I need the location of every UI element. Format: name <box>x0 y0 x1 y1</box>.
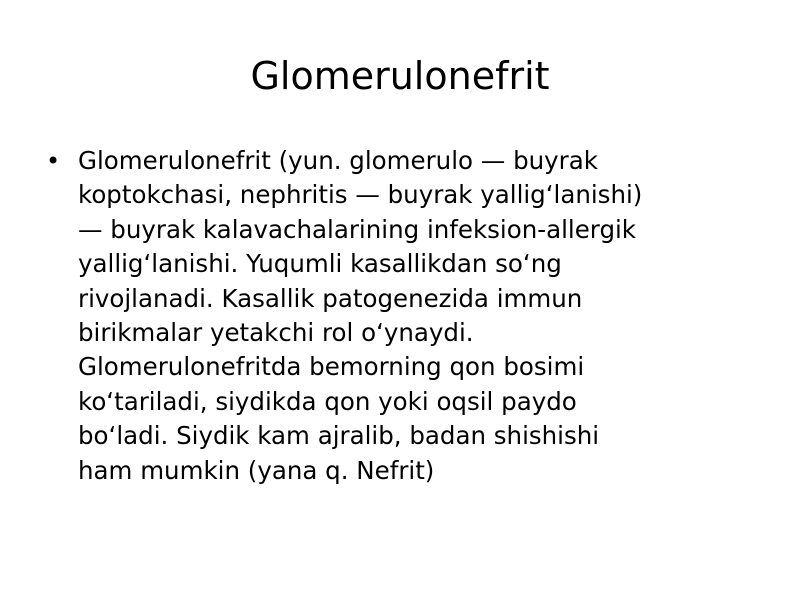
bullet-text: Glomerulonefrit (yun. glomerulo — buyrak koptokchasi, nephritis — buyrak yallig‘lanishi) — buyrak kalavachalarining infeksion-allergik yallig‘lanishi. Yuqumli kasallikdan so‘ng rivojlanadi. Kasallik patogenezida immun birikmalar yetakchi rol o‘ynaydi. Glomerulonefritda bemorning qon bosimi ko‘tariladi, siydikda qon yoki oqsil paydo bo‘ladi. Siydik kam ajralib, badan shishishi ham mumkin (yana q. Nefrit) <box>78 146 643 485</box>
bullet-list <box>40 144 750 488</box>
slide-title: Glomerulonefrit <box>250 54 550 98</box>
bullet-point-icon: • <box>46 147 61 175</box>
bullet-item <box>40 144 750 488</box>
